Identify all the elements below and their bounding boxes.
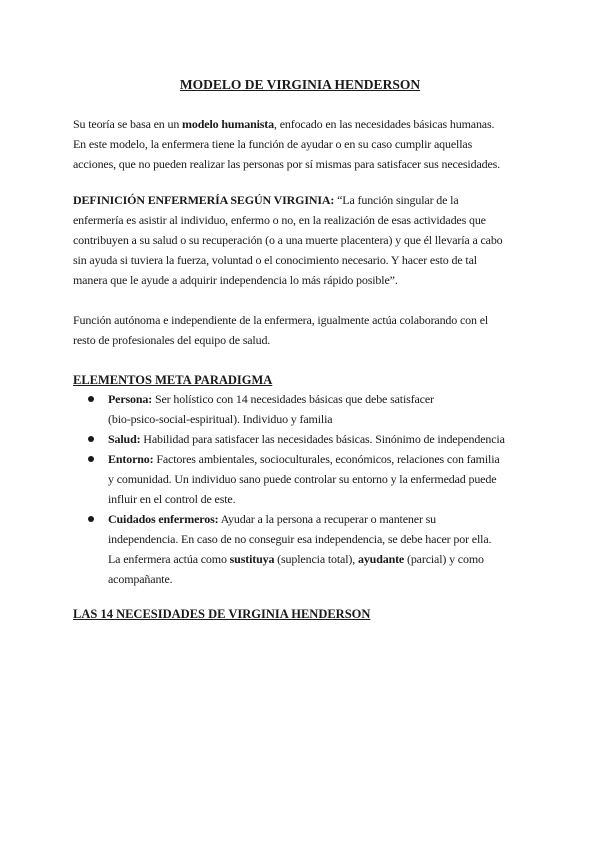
cuidados-text: Ayudar a la persona a recuperar o mantener su (218, 512, 437, 526)
definition-line-1 (73, 190, 533, 210)
entorno-text: Factores ambientales, socioculturales, económicos, relaciones con familia (153, 452, 500, 466)
entorno-line-3: influir en el control de este. (108, 492, 236, 506)
definition-line-2: enfermería es asistir al individuo, enfermo o no, en la realización de esas actividades que (73, 213, 486, 227)
definition-label: DEFINICIÓN ENFERMERÍA SEGÚN VIRGINIA: (73, 193, 335, 207)
entorno-line-2: y comunidad. Un individuo sano puede controlar su entorno y la enfermedad puede (108, 472, 497, 486)
persona-label: Persona: (108, 392, 153, 406)
paradigm-heading: ELEMENTOS META PARADIGMA (73, 373, 273, 387)
cuidados-line-1 (108, 509, 538, 529)
cuidados-label: Cuidados enfermeros: (108, 512, 219, 526)
persona-text: Ser holístico con 14 necesidades básicas que debe satisfacer (152, 392, 434, 406)
definition-line-4: sin ayuda si tuviera la fuerza, voluntad o el conocimiento necesario. Y hacer esto de tal (73, 253, 477, 267)
definition-text: “La función singular de la (334, 193, 459, 207)
intro-text: , enfocado en las necesidades básicas humanas. (274, 117, 495, 131)
cuidados-line-2: independencia. En caso de no conseguir esa independencia, se debe hacer por ella. (108, 532, 492, 546)
intro-bold-term: modelo humanista (182, 117, 274, 131)
intro-text: Su teoría se basa en un (73, 117, 183, 131)
cuidados-text: La enfermera actúa como (108, 552, 230, 566)
list-item-persona (88, 389, 538, 429)
bullet-icon (88, 396, 94, 402)
persona-line-1 (108, 389, 538, 409)
list-item-entorno (88, 449, 538, 509)
salud-text: Habilidad para satisfacer las necesidades básicas. Sinónimo de independencia (140, 432, 505, 446)
cuidados-text: (suplencia total), (274, 552, 358, 566)
sustituya-term: sustituya (229, 552, 275, 566)
function-paragraph (73, 310, 533, 350)
persona-line-2: (bio-psico-social-espiritual). Individuo y familia (108, 412, 333, 426)
definition-line-5: manera que le ayude a adquirir independencia lo más rápido posible”. (73, 273, 398, 287)
ayudante-term: ayudante (357, 552, 405, 566)
bullet-icon (88, 436, 94, 442)
paradigm-list (88, 389, 538, 589)
intro-line-2: En este modelo, la enfermera tiene la función de ayudar o en su caso cumplir aquellas (73, 137, 473, 151)
intro-paragraph (73, 114, 533, 174)
definition-paragraph (73, 190, 533, 290)
cuidados-line-3 (108, 549, 538, 569)
cuidados-line-4: acompañante. (108, 572, 173, 586)
salud-label: Salud: (108, 432, 141, 446)
definition-line-3: contribuyen a su salud o su recuperación (o a una muerte placentera) y que él llevaría a cabo (73, 233, 503, 247)
cuidados-text: (parcial) y como (404, 552, 484, 566)
function-line-2: resto de profesionales del equipo de salud. (73, 333, 271, 347)
salud-line-1 (108, 429, 538, 449)
intro-line-1 (73, 114, 533, 134)
bullet-icon (88, 456, 94, 462)
needs-heading: LAS 14 NECESIDADES DE VIRGINIA HENDERSON (73, 607, 371, 621)
function-line-1: Función autónoma e independiente de la enfermera, igualmente actúa colaborando con el (73, 313, 489, 327)
list-item-cuidados (88, 509, 538, 589)
list-item-salud (88, 429, 538, 449)
entorno-label: Entorno: (108, 452, 154, 466)
entorno-line-1 (108, 449, 538, 469)
bullet-icon (88, 516, 94, 522)
intro-line-3: acciones, que no pueden realizar las personas por sí mismas para satisfacer sus necesidades. (73, 157, 501, 171)
page-title: MODELO DE VIRGINIA HENDERSON (179, 77, 421, 92)
